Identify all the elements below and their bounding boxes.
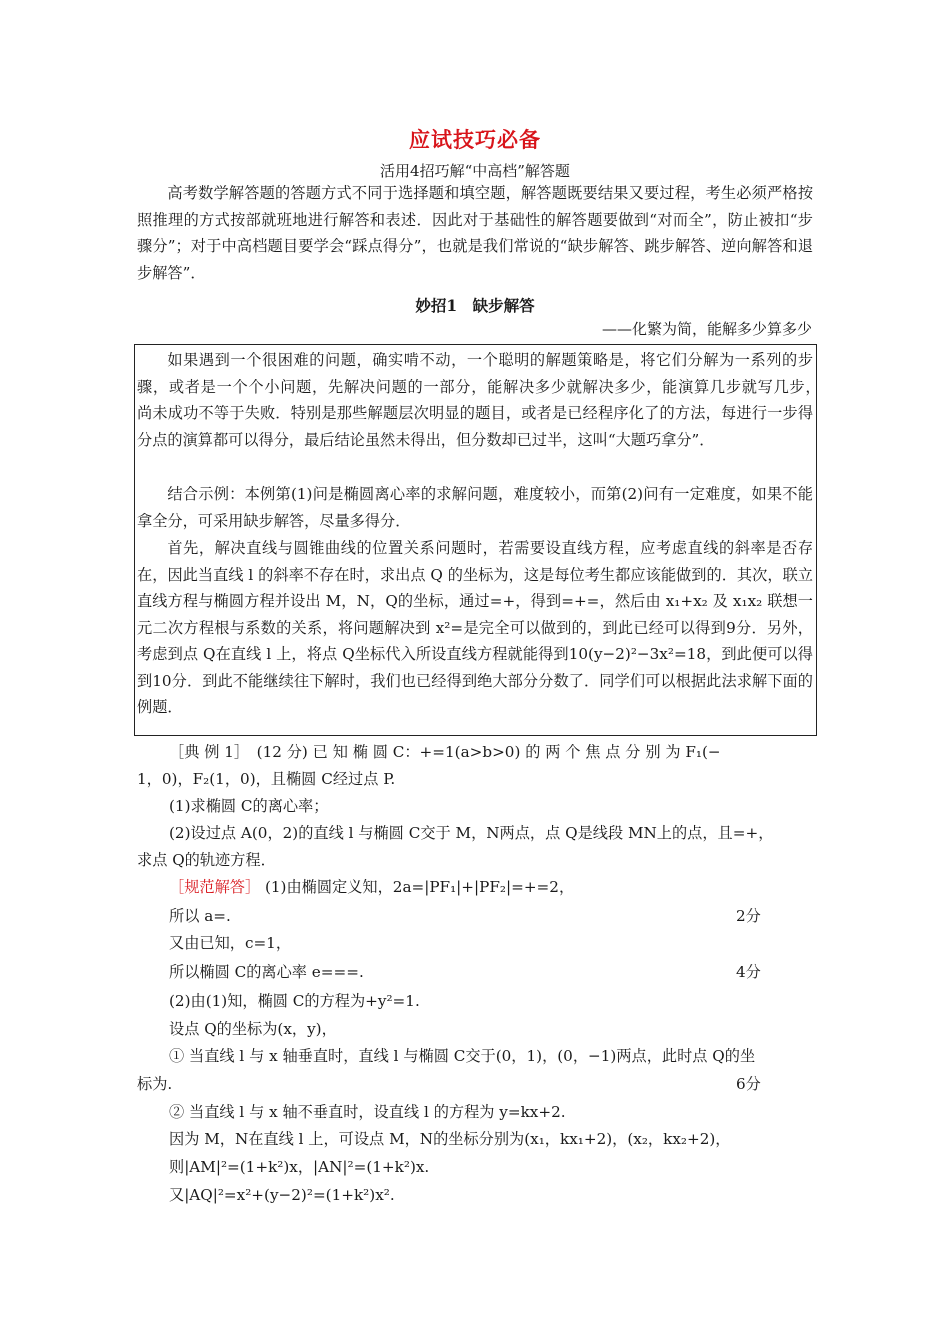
section-heading: 妙招1 缺步解答 [415,296,535,315]
tip-box [134,344,844,736]
solution-step-8: ② 当直线 l 与 x 轴不垂直时，设直线 l 的方程为 y=kx+2. [169,1103,566,1121]
score-4: 4分 [736,963,761,981]
page-subtitle: 活用4招巧解“中高档”解答题 [380,162,570,180]
solution-step-4: 所以椭圆 C的离心率 e===. [169,963,364,981]
example-line-1: ［典 例 1］ (12 分) 已 知 椭 圆 C：+=1(a>b>0) 的 两 个 焦 点 分 别 为 F₁(− [169,743,721,761]
solution-step-6: 设点 Q的坐标为(x，y)， [169,1020,337,1038]
solution-label: ［规范解答］ [169,878,261,896]
solution-step-1: (1)由椭圆定义知，2a=|PF₁|+|PF₂|=+=2， [264,878,575,896]
example-question-1: (1)求椭圆 C的离心率； [169,797,329,815]
box-paragraph-1: 如果遇到一个很困难的问题，确实啃不动，一个聪明的解题策略是，将它们分解为一系列的步骤，或者是一个个小问题，先解决问题的一部分，能解决多少就解决多少，能演算几步就写几步， 尚未成功不等于失败．特别是那些解题层次明显的题目，或者是已经程序化了的方法，每进行一步得分点的演算都可以得分，最后结论虽然未得出，但分数却已过半，这叫“大题巧拿分”． [137,351,844,449]
intro-paragraph: 高考数学解答题的答题方式不同于选择题和填空题，解答题既要结果又要过程，考生必须严格按照推理的方式按部就班地进行解答和表述．因此对于基础性的解答题要做到“对而全”，防止被扣“步骤分”；对于中高档题目要学会“踩点得分”，也就是我们常说的“缺步解答、跳步解答、逆向解答和退步解答”． [137,184,813,282]
solution-step-5: (2)由(1)知，椭圆 C的方程为+y²=1. [169,992,420,1010]
solution-step-7b: 标为. [137,1075,173,1093]
solution-step-7a: ① 当直线 l 与 x 轴垂直时，直线 l 与椭圆 C交于(0，1)，(0，−1)两点，此时点 Q的坐 [169,1047,756,1065]
score-2: 2分 [736,907,761,925]
box-paragraph-3: 首先，解决直线与圆锥曲线的位置关系问题时，若需要设直线方程，应考虑直线的斜率是否存在，因此当直线 l 的斜率不存在时，求出点 Q 的坐标为，这是每位考生都应该能做到的．其次，联立直线方程与椭圆方程并设出 M，N，Q的坐标，通过=+，得到=+=，然后由 x₁+x₂ 及 x₁x₂ 联想一元二次方程根与系数的关系，将问题解决到 x²=是完全可以做到的，到此已经可以得到9分．另外，考虑到点 Q在直线 l 上，将点 Q坐标代入所设直线方程就能得到10(y−2)²−3x²=18，到此便可以得到10分．到此不能继续往下解时，我们也已经得到绝大部分分数了．同学们可以根据此法求解下面的例题． [137,539,813,716]
example-line-2: 1，0)，F₂(1，0)，且椭圆 C经过点 P. [137,770,396,788]
example-question-2b: 求点 Q的轨迹方程． [137,851,276,869]
score-6: 6分 [736,1075,761,1093]
solution-step-10: 则|AM|²=(1+k²)x，|AN|²=(1+k²)x. [169,1158,430,1176]
box-paragraph-2: 结合示例：本例第(1)问是椭圆离心率的求解问题，难度较小，而第(2)问有一定难度，如果不能拿全分，可采用缺步解答，尽量多得分． [137,485,813,530]
page-title: 应试技巧必备 [409,127,541,152]
solution-step-2: 所以 a=. [169,907,231,925]
solution-step-3: 又由已知，c=1， [169,934,292,952]
solution-step-9: 因为 M，N在直线 l 上，可设点 M，N的坐标分别为(x₁，kx₁+2)，(x₂，kx₂+2)， [169,1130,731,1148]
section-motto: ——化繁为简，能解多少算多少 [601,320,812,338]
solution-step-11: 又|AQ|²=x²+(y−2)²=(1+k²)x². [169,1186,395,1204]
solution-line-1 [169,876,814,897]
example-question-2a: (2)设过点 A(0，2)的直线 l 与椭圆 C交于 M，N两点，点 Q是线段 MN上的点，且=+， [169,824,774,842]
